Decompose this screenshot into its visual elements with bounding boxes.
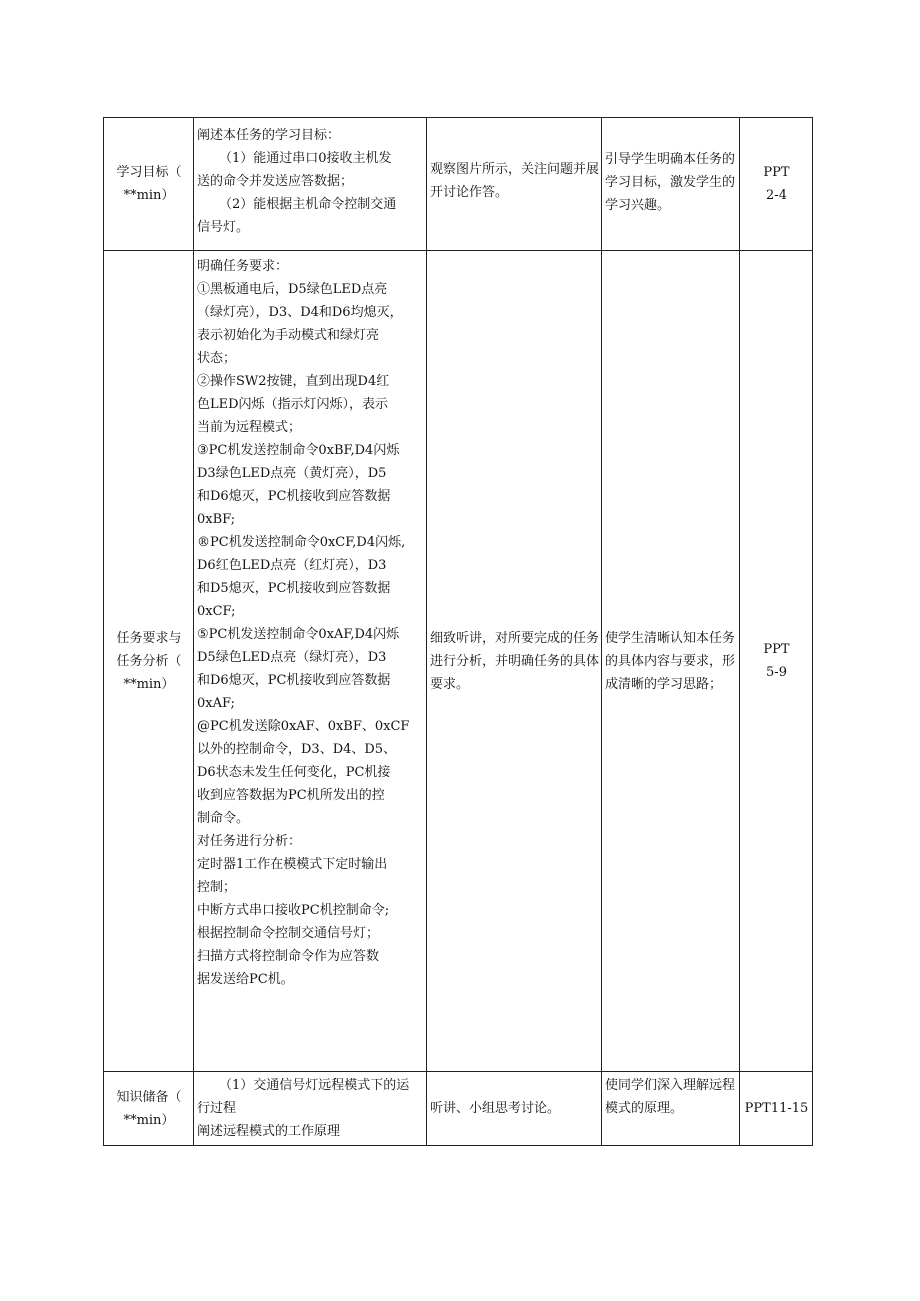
content-line: ⑤PC机发送控制命令0xAF,D4闪烁 — [197, 627, 400, 642]
content-cell — [194, 118, 427, 251]
resource-line: 2-4 — [766, 188, 787, 203]
content-line: 0xCF; — [197, 604, 236, 619]
student-activity-text: 观察图片所示，关注问题并展开讨论作答。 — [430, 162, 600, 200]
content-line: 和D6熄灭，PC机接收到应答数据 — [197, 673, 391, 688]
content-line: 中断方式串口接收PC机控制命令; — [197, 903, 390, 918]
content-line: ®PC机发送控制命令0xCF,D4闪烁, — [197, 535, 406, 550]
content-line: 收到应答数据为PC机所发出的控 — [197, 788, 385, 803]
content-line: 扫描方式将控制命令作为应答数 — [197, 949, 380, 964]
table-row-learning-objectives — [104, 118, 813, 251]
resource-cell — [740, 1072, 813, 1146]
stage-cell — [104, 251, 194, 1072]
content-cell — [194, 251, 427, 1072]
content-line: 和D6熄灭，PC机接收到应答数据 — [197, 489, 391, 504]
content-line: @PC机发送除0xAF、0xBF、0xCF — [197, 719, 410, 734]
content-line: ②操作SW2按键，直到出现D4红 — [197, 374, 390, 389]
content-line: D6状态未发生任何变化，PC机接 — [197, 765, 391, 780]
content-line: 当前为远程模式； — [197, 420, 302, 435]
resource-line: PPT — [763, 642, 790, 657]
student-activity-cell — [427, 251, 602, 1072]
stage-line: 任务分析（ — [116, 653, 182, 669]
stage-line: **min） — [123, 676, 175, 692]
design-intent-text: 使学生清晰认知本任务的具体内容与要求，形成清晰的学习思路； — [605, 630, 736, 692]
content-line: 对任务进行分析： — [197, 834, 302, 849]
stage-line: 任务要求与 — [116, 630, 182, 646]
content-line: （2）能根据主机命令控制交通 — [219, 197, 397, 212]
content-line: 明确任务要求： — [197, 259, 289, 274]
stage-cell — [104, 1072, 194, 1146]
resource-line: 5-9 — [766, 665, 787, 680]
content-line: 定时器1工作在模模式下定时输出 — [197, 857, 388, 872]
stage-cell — [104, 118, 194, 251]
content-line: 表示初始化为手动模式和绿灯亮 — [197, 328, 380, 343]
content-line: （1）交通信号灯远程模式下的运 — [219, 1078, 410, 1093]
student-activity-text: 听讲、小组思考讨论。 — [430, 1101, 561, 1116]
content-line: D3绿色LED点亮（黄灯亮），D5 — [197, 466, 387, 481]
content-line: 状态； — [197, 351, 237, 366]
content-line: 信号灯。 — [197, 220, 250, 235]
content-line: （绿灯亮），D3、D4和D6均熄灭， — [197, 305, 403, 320]
stage-line: 学习目标（ — [116, 165, 182, 180]
content-line: 制命令。 — [197, 811, 250, 826]
student-activity-cell — [427, 1072, 602, 1146]
design-intent-cell — [602, 118, 740, 251]
content-line: 送的命令并发送应答数据； — [197, 174, 354, 189]
content-line: 0xAF; — [197, 696, 235, 711]
resource-cell — [740, 251, 813, 1072]
content-line: ①黑板通电后，D5绿色LED点亮 — [197, 282, 388, 297]
design-intent-cell — [602, 251, 740, 1072]
design-intent-text: 引导学生明确本任务的学习目标，激发学生的学习兴趣。 — [605, 152, 736, 213]
content-line: 以外的控制命令，D3、D4、D5、 — [197, 742, 397, 757]
resource-cell — [740, 118, 813, 251]
design-intent-text: 使同学们深入理解远程模式的原理。 — [605, 1078, 736, 1116]
content-line: D6红色LED点亮（红灯亮），D3 — [197, 558, 387, 573]
content-line: ③PC机发送控制命令0xBF,D4闪烁 — [197, 443, 400, 458]
content-line: 阐述远程模式的工作原理 — [197, 1124, 341, 1139]
resource-line: PPT — [763, 165, 790, 180]
content-line: 色LED闪烁（指示灯闪烁），表示 — [197, 397, 389, 412]
stage-line: **min） — [123, 1112, 175, 1128]
resource-line: PPT11-15 — [744, 1101, 809, 1116]
table-row-task-analysis — [104, 251, 813, 1072]
content-cell — [194, 1072, 427, 1146]
student-activity-text: 细致听讲，对所要完成的任务进行分析，并明确任务的具体要求。 — [430, 630, 600, 692]
content-line: 控制； — [197, 880, 237, 895]
content-line: 阐述本任务的学习目标： — [197, 128, 341, 143]
design-intent-cell — [602, 1072, 740, 1146]
content-line: 据发送给PC机。 — [197, 972, 294, 987]
content-line: （1）能通过串口0接收主机发 — [219, 151, 392, 166]
student-activity-cell — [427, 118, 602, 251]
content-line: 根据控制命令控制交通信号灯； — [197, 926, 380, 941]
table-row-knowledge-reserve — [104, 1072, 813, 1146]
stage-line: **min） — [123, 188, 175, 203]
content-line: D5绿色LED点亮（绿灯亮），D3 — [197, 650, 387, 665]
lesson-plan-table — [103, 117, 813, 1146]
content-line: 和D5熄灭，PC机接收到应答数据 — [197, 581, 391, 596]
content-line: 0xBF; — [197, 512, 236, 527]
stage-line: 知识储备（ — [116, 1089, 182, 1105]
content-line: 行过程 — [197, 1101, 237, 1116]
